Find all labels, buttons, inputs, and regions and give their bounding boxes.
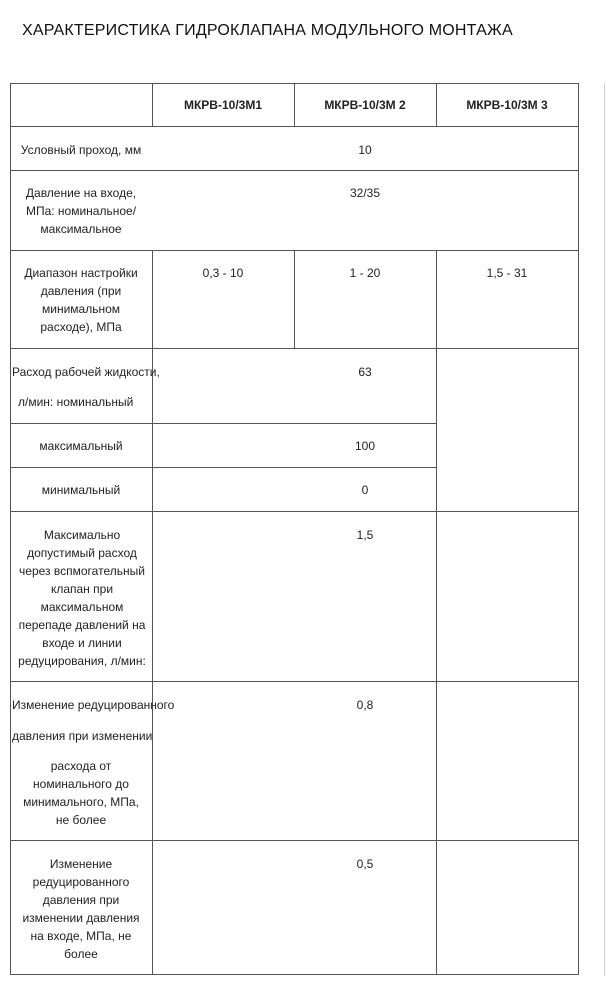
- row-value-flow-nominal: 63: [358, 365, 372, 379]
- row-label-flow-nominal-1: Расход рабочей жидкости,: [12, 365, 160, 379]
- row-value-nominal-bore: 10: [358, 143, 372, 157]
- scroll-edge-line: [604, 83, 605, 976]
- row-label-change-flow-2: давления при изменении: [12, 729, 153, 743]
- row-value-change-flow: 0,8: [356, 698, 374, 712]
- header-col-3: МКРВ-10/3М 3: [466, 98, 548, 112]
- row-value-change-pressure: 0,5: [356, 857, 374, 871]
- row-label-inlet-pressure: Давление на входе, МПа: номинальное/ максимальное: [25, 186, 137, 236]
- row-value-aux-flow: 1,5: [356, 528, 374, 542]
- row-label-pressure-range: Диапазон настройки давления (при минимальном расходе), МПа: [24, 266, 138, 334]
- row-value-flow-min: 0: [361, 483, 369, 497]
- row-label-flow-nominal-2: л/мин: номинальный: [18, 395, 134, 409]
- row-value-pressure-range-1: 0,3 - 10: [202, 266, 244, 280]
- row-value-pressure-range-3: 1,5 - 31: [486, 266, 528, 280]
- row-label-flow-min: минимальный: [41, 483, 121, 497]
- header-col-1: МКРВ-10/3М1: [183, 98, 262, 112]
- header-col-2: МКРВ-10/3М 2: [324, 98, 406, 112]
- row-value-flow-max: 100: [354, 439, 376, 453]
- row-label-aux-flow: Максимально допустимый расход через вспмогательный клапан при максимальном перепаде давлений на входе и линии редуцирования, л/мин:: [18, 528, 146, 668]
- row-label-flow-max: максимальный: [39, 439, 123, 453]
- page-title: ХАРАКТЕРИСТИКА ГИДРОКЛАПАНА МОДУЛЬНОГО МОНТАЖА: [22, 22, 513, 39]
- row-label-change-flow-1: Изменение редуцированного: [12, 698, 175, 712]
- row-value-pressure-range-2: 1 - 20: [349, 266, 381, 280]
- row-value-inlet-pressure: 32/35: [349, 186, 381, 200]
- row-label-nominal-bore: Условный проход, мм: [20, 143, 142, 157]
- row-label-change-flow-rest: расхода от номинального до минимального, МПа, не более: [23, 759, 139, 827]
- row-label-change-pressure: Изменение редуцированного давления при изменении давления на входе, МПа, не более: [22, 857, 140, 961]
